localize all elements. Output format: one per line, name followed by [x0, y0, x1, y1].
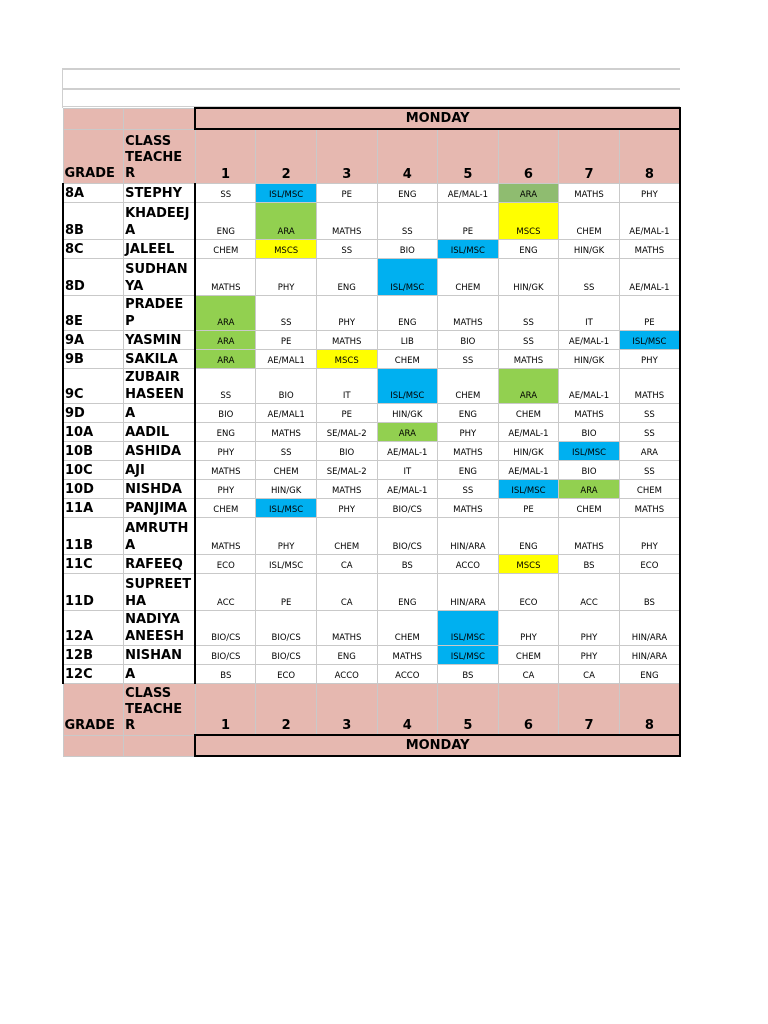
timetable-row — [63, 422, 680, 441]
grade-cell: 10A — [63, 422, 124, 441]
subject-cell: AE/MAL-1 — [619, 202, 680, 239]
subject-cell: AE/MAL-1 — [498, 422, 559, 441]
subject-cell: PE — [316, 403, 377, 422]
subject-cell: BIO — [559, 422, 620, 441]
subject-cell: IT — [316, 368, 377, 403]
timetable-row — [63, 610, 680, 645]
period-header: 2 — [256, 129, 317, 183]
subject-cell: ACC — [195, 573, 256, 610]
subject-cell: ACC — [559, 573, 620, 610]
subject-cell: ARA — [195, 295, 256, 330]
subject-cell: AE/MAL-1 — [377, 479, 438, 498]
subject-cell: PE — [619, 295, 680, 330]
subject-cell: ENG — [377, 295, 438, 330]
subject-cell: BIO/CS — [377, 517, 438, 554]
subject-cell: ISL/MSC — [377, 258, 438, 295]
subject-cell: CHEM — [438, 258, 499, 295]
subject-cell: HIN/ARA — [438, 573, 499, 610]
subject-cell: MSCS — [498, 202, 559, 239]
subject-cell: SS — [438, 349, 499, 368]
subject-cell: ISL/MSC — [256, 554, 317, 573]
subject-cell: MATHS — [438, 295, 499, 330]
teacher-cell: JALEEL — [124, 239, 196, 258]
teacher-cell: PRADEE P — [124, 295, 196, 330]
subject-cell: MATHS — [438, 498, 499, 517]
subject-cell: ENG — [498, 517, 559, 554]
subject-cell: BIO — [438, 330, 499, 349]
teacher-cell: A — [124, 403, 196, 422]
subject-cell: AE/MAL-1 — [559, 368, 620, 403]
timetable-row — [63, 460, 680, 479]
subject-cell: PHY — [316, 295, 377, 330]
subject-cell: ISL/MSC — [438, 610, 499, 645]
period-header: 5 — [438, 129, 499, 183]
subject-cell: PHY — [256, 258, 317, 295]
grade-cell: 8B — [63, 202, 124, 239]
grade-cell: 9D — [63, 403, 124, 422]
subject-cell: MATHS — [619, 239, 680, 258]
subject-cell: SE/MAL-2 — [316, 422, 377, 441]
subject-cell: CHEM — [256, 460, 317, 479]
teacher-cell: AADIL — [124, 422, 196, 441]
timetable-row — [63, 403, 680, 422]
subject-cell: MATHS — [559, 183, 620, 202]
subject-cell: IT — [559, 295, 620, 330]
grade-cell: 8E — [63, 295, 124, 330]
subject-cell: MATHS — [316, 610, 377, 645]
subject-cell: HIN/GK — [498, 441, 559, 460]
subject-cell: HIN/GK — [377, 403, 438, 422]
subject-cell: HIN/GK — [559, 239, 620, 258]
subject-cell: ECO — [256, 664, 317, 683]
subject-cell: IT — [377, 460, 438, 479]
subject-cell: AE/MAL-1 — [498, 460, 559, 479]
subject-cell: SS — [438, 479, 499, 498]
subject-cell: ISL/MSC — [377, 368, 438, 403]
blank-header-cell — [124, 108, 196, 129]
period-header: 6 — [498, 129, 559, 183]
subject-cell: ARA — [498, 368, 559, 403]
grade-cell: 8D — [63, 258, 124, 295]
teacher-column-header: CLASS TEACHE R — [124, 683, 196, 735]
grade-cell: 10D — [63, 479, 124, 498]
blank-header-cell — [63, 735, 124, 756]
subject-cell: MATHS — [316, 330, 377, 349]
sheet-left-border — [62, 68, 63, 108]
subject-cell: BIO/CS — [195, 645, 256, 664]
subject-cell: MSCS — [256, 239, 317, 258]
timetable-row — [63, 183, 680, 202]
teacher-cell: RAFEEQ — [124, 554, 196, 573]
subject-cell: MATHS — [619, 368, 680, 403]
timetable-body — [63, 183, 680, 683]
subject-cell: ARA — [377, 422, 438, 441]
teacher-cell: AMRUTH A — [124, 517, 196, 554]
grade-cell: 8C — [63, 239, 124, 258]
subject-cell: SS — [498, 330, 559, 349]
subject-cell: CHEM — [195, 239, 256, 258]
day-title: MONDAY — [195, 108, 680, 129]
period-header: 4 — [377, 683, 438, 735]
teacher-cell: SAKILA — [124, 349, 196, 368]
subject-cell: ARA — [195, 330, 256, 349]
subject-cell: MATHS — [619, 498, 680, 517]
subject-cell: AE/MAL-1 — [559, 330, 620, 349]
subject-cell: PHY — [316, 498, 377, 517]
subject-cell: MSCS — [316, 349, 377, 368]
subject-cell: SE/MAL-2 — [316, 460, 377, 479]
subject-cell: ISL/MSC — [498, 479, 559, 498]
subject-cell: PHY — [619, 349, 680, 368]
timetable-row — [63, 239, 680, 258]
subject-cell: HIN/ARA — [619, 645, 680, 664]
timetable-row — [63, 645, 680, 664]
subject-cell: MATHS — [377, 645, 438, 664]
grade-cell: 12B — [63, 645, 124, 664]
grade-cell: 9C — [63, 368, 124, 403]
subject-cell: PHY — [559, 610, 620, 645]
subject-cell: SS — [256, 441, 317, 460]
subject-cell: ENG — [619, 664, 680, 683]
subject-cell: CHEM — [377, 610, 438, 645]
subject-cell: ARA — [619, 441, 680, 460]
period-header: 5 — [438, 683, 499, 735]
timetable-row — [63, 573, 680, 610]
subject-cell: CHEM — [377, 349, 438, 368]
subject-cell: ARA — [498, 183, 559, 202]
subject-cell: CHEM — [316, 517, 377, 554]
subject-cell: MATHS — [559, 403, 620, 422]
subject-cell: AE/MAL1 — [256, 349, 317, 368]
subject-cell: CA — [316, 573, 377, 610]
subject-cell: SS — [498, 295, 559, 330]
timetable-row — [63, 330, 680, 349]
subject-cell: AE/MAL-1 — [377, 441, 438, 460]
subject-cell: PE — [438, 202, 499, 239]
subject-cell: AE/MAL1 — [256, 403, 317, 422]
period-header: 3 — [316, 683, 377, 735]
subject-cell: CHEM — [195, 498, 256, 517]
subject-cell: ISL/MSC — [256, 183, 317, 202]
subject-cell: MATHS — [438, 441, 499, 460]
teacher-cell: AJI — [124, 460, 196, 479]
subject-cell: BIO/CS — [195, 610, 256, 645]
subject-cell: SS — [619, 460, 680, 479]
grade-cell: 11B — [63, 517, 124, 554]
subject-cell: ENG — [316, 258, 377, 295]
subject-cell: MATHS — [316, 479, 377, 498]
subject-cell: HIN/ARA — [438, 517, 499, 554]
subject-cell: BIO/CS — [256, 610, 317, 645]
subject-cell: BS — [195, 664, 256, 683]
period-header: 2 — [256, 683, 317, 735]
subject-cell: AE/MAL-1 — [438, 183, 499, 202]
timetable-row — [63, 295, 680, 330]
grade-cell: 8A — [63, 183, 124, 202]
grade-cell: 11D — [63, 573, 124, 610]
subject-cell: SS — [377, 202, 438, 239]
subject-cell: PHY — [559, 645, 620, 664]
subject-cell: ENG — [438, 403, 499, 422]
subject-cell: MATHS — [195, 258, 256, 295]
subject-cell: BIO — [559, 460, 620, 479]
subject-cell: SS — [559, 258, 620, 295]
subject-cell: CA — [498, 664, 559, 683]
footer-column-header-row — [63, 683, 680, 735]
grade-cell: 9A — [63, 330, 124, 349]
subject-cell: PHY — [256, 517, 317, 554]
teacher-cell: A — [124, 664, 196, 683]
subject-cell: AE/MAL-1 — [619, 258, 680, 295]
subject-cell: BIO — [377, 239, 438, 258]
subject-cell: HIN/GK — [498, 258, 559, 295]
period-header: 1 — [195, 129, 256, 183]
subject-cell: ISL/MSC — [619, 330, 680, 349]
subject-cell: BS — [377, 554, 438, 573]
subject-cell: HIN/GK — [559, 349, 620, 368]
teacher-cell: NADIYA ANEESH — [124, 610, 196, 645]
subject-cell: SS — [619, 422, 680, 441]
subject-cell: ECO — [498, 573, 559, 610]
subject-cell: ENG — [377, 183, 438, 202]
subject-cell: ENG — [195, 422, 256, 441]
column-header-row — [63, 129, 680, 183]
blank-header-cell — [63, 108, 124, 129]
subject-cell: PHY — [619, 183, 680, 202]
subject-cell: SS — [195, 368, 256, 403]
period-header: 7 — [559, 683, 620, 735]
period-header: 3 — [316, 129, 377, 183]
subject-cell: HIN/GK — [256, 479, 317, 498]
subject-cell: MATHS — [498, 349, 559, 368]
subject-cell: BS — [559, 554, 620, 573]
timetable-row — [63, 202, 680, 239]
period-header: 7 — [559, 129, 620, 183]
subject-cell: CHEM — [498, 403, 559, 422]
subject-cell: CHEM — [559, 498, 620, 517]
day-header-row — [63, 108, 680, 129]
subject-cell: ENG — [438, 460, 499, 479]
subject-cell: CA — [316, 554, 377, 573]
period-header: 4 — [377, 129, 438, 183]
subject-cell: HIN/ARA — [619, 610, 680, 645]
grade-cell: 10B — [63, 441, 124, 460]
grade-cell: 12A — [63, 610, 124, 645]
subject-cell: ACCO — [316, 664, 377, 683]
grade-cell: 9B — [63, 349, 124, 368]
teacher-cell: SUPREET HA — [124, 573, 196, 610]
subject-cell: ECO — [195, 554, 256, 573]
subject-cell: PE — [256, 573, 317, 610]
subject-cell: BIO/CS — [377, 498, 438, 517]
day-title: MONDAY — [195, 735, 680, 756]
timetable-row — [63, 664, 680, 683]
subject-cell: ACCO — [438, 554, 499, 573]
timetable-row — [63, 498, 680, 517]
sheet-top-border — [62, 68, 680, 70]
subject-cell: MATHS — [195, 517, 256, 554]
subject-cell: MATHS — [195, 460, 256, 479]
subject-cell: ARA — [256, 202, 317, 239]
grade-cell: 12C — [63, 664, 124, 683]
subject-cell: MATHS — [316, 202, 377, 239]
subject-cell: CHEM — [498, 645, 559, 664]
timetable-row — [63, 479, 680, 498]
subject-cell: BIO — [316, 441, 377, 460]
teacher-cell: YASMIN — [124, 330, 196, 349]
subject-cell: BS — [619, 573, 680, 610]
subject-cell: SS — [619, 403, 680, 422]
grade-column-header: GRADE — [63, 683, 124, 735]
subject-cell: ISL/MSC — [438, 239, 499, 258]
period-header: 6 — [498, 683, 559, 735]
period-header: 8 — [619, 129, 680, 183]
subject-cell: CHEM — [438, 368, 499, 403]
grade-column-header: GRADE — [63, 129, 124, 183]
subject-cell: ENG — [195, 202, 256, 239]
teacher-cell: SUDHAN YA — [124, 258, 196, 295]
period-header: 8 — [619, 683, 680, 735]
subject-cell: BS — [438, 664, 499, 683]
subject-cell: ENG — [498, 239, 559, 258]
subject-cell: MATHS — [559, 517, 620, 554]
teacher-cell: NISHDA — [124, 479, 196, 498]
teacher-cell: ZUBAIR HASEEN — [124, 368, 196, 403]
subject-cell: ARA — [559, 479, 620, 498]
teacher-cell: STEPHY — [124, 183, 196, 202]
subject-cell: PHY — [195, 441, 256, 460]
teacher-cell: PANJIMA — [124, 498, 196, 517]
subject-cell: ISL/MSC — [438, 645, 499, 664]
footer-day-row — [63, 735, 680, 756]
subject-cell: PHY — [619, 517, 680, 554]
timetable-row — [63, 441, 680, 460]
timetable-row — [63, 258, 680, 295]
subject-cell: SS — [316, 239, 377, 258]
sheet-row-border — [62, 88, 680, 90]
teacher-column-header: CLASS TEACHE R — [124, 129, 196, 183]
subject-cell: ISL/MSC — [256, 498, 317, 517]
timetable-row — [63, 368, 680, 403]
blank-header-cell — [124, 735, 196, 756]
teacher-cell: ASHIDA — [124, 441, 196, 460]
subject-cell: CHEM — [619, 479, 680, 498]
subject-cell: SS — [256, 295, 317, 330]
subject-cell: PE — [256, 330, 317, 349]
subject-cell: ECO — [619, 554, 680, 573]
subject-cell: PHY — [438, 422, 499, 441]
grade-cell: 11A — [63, 498, 124, 517]
timetable-row — [63, 517, 680, 554]
subject-cell: ENG — [377, 573, 438, 610]
timetable-row — [63, 349, 680, 368]
subject-cell: PHY — [498, 610, 559, 645]
subject-cell: BIO — [195, 403, 256, 422]
subject-cell: ISL/MSC — [559, 441, 620, 460]
timetable-row — [63, 554, 680, 573]
timetable — [62, 107, 681, 757]
subject-cell: CHEM — [559, 202, 620, 239]
subject-cell: MATHS — [256, 422, 317, 441]
subject-cell: SS — [195, 183, 256, 202]
subject-cell: LIB — [377, 330, 438, 349]
grade-cell: 10C — [63, 460, 124, 479]
subject-cell: CA — [559, 664, 620, 683]
subject-cell: ARA — [195, 349, 256, 368]
subject-cell: ACCO — [377, 664, 438, 683]
grade-cell: 11C — [63, 554, 124, 573]
subject-cell: PE — [498, 498, 559, 517]
subject-cell: BIO — [256, 368, 317, 403]
subject-cell: PHY — [195, 479, 256, 498]
teacher-cell: NISHAN — [124, 645, 196, 664]
subject-cell: BIO/CS — [256, 645, 317, 664]
subject-cell: MSCS — [498, 554, 559, 573]
teacher-cell: KHADEEJ A — [124, 202, 196, 239]
subject-cell: ENG — [316, 645, 377, 664]
period-header: 1 — [195, 683, 256, 735]
subject-cell: PE — [316, 183, 377, 202]
